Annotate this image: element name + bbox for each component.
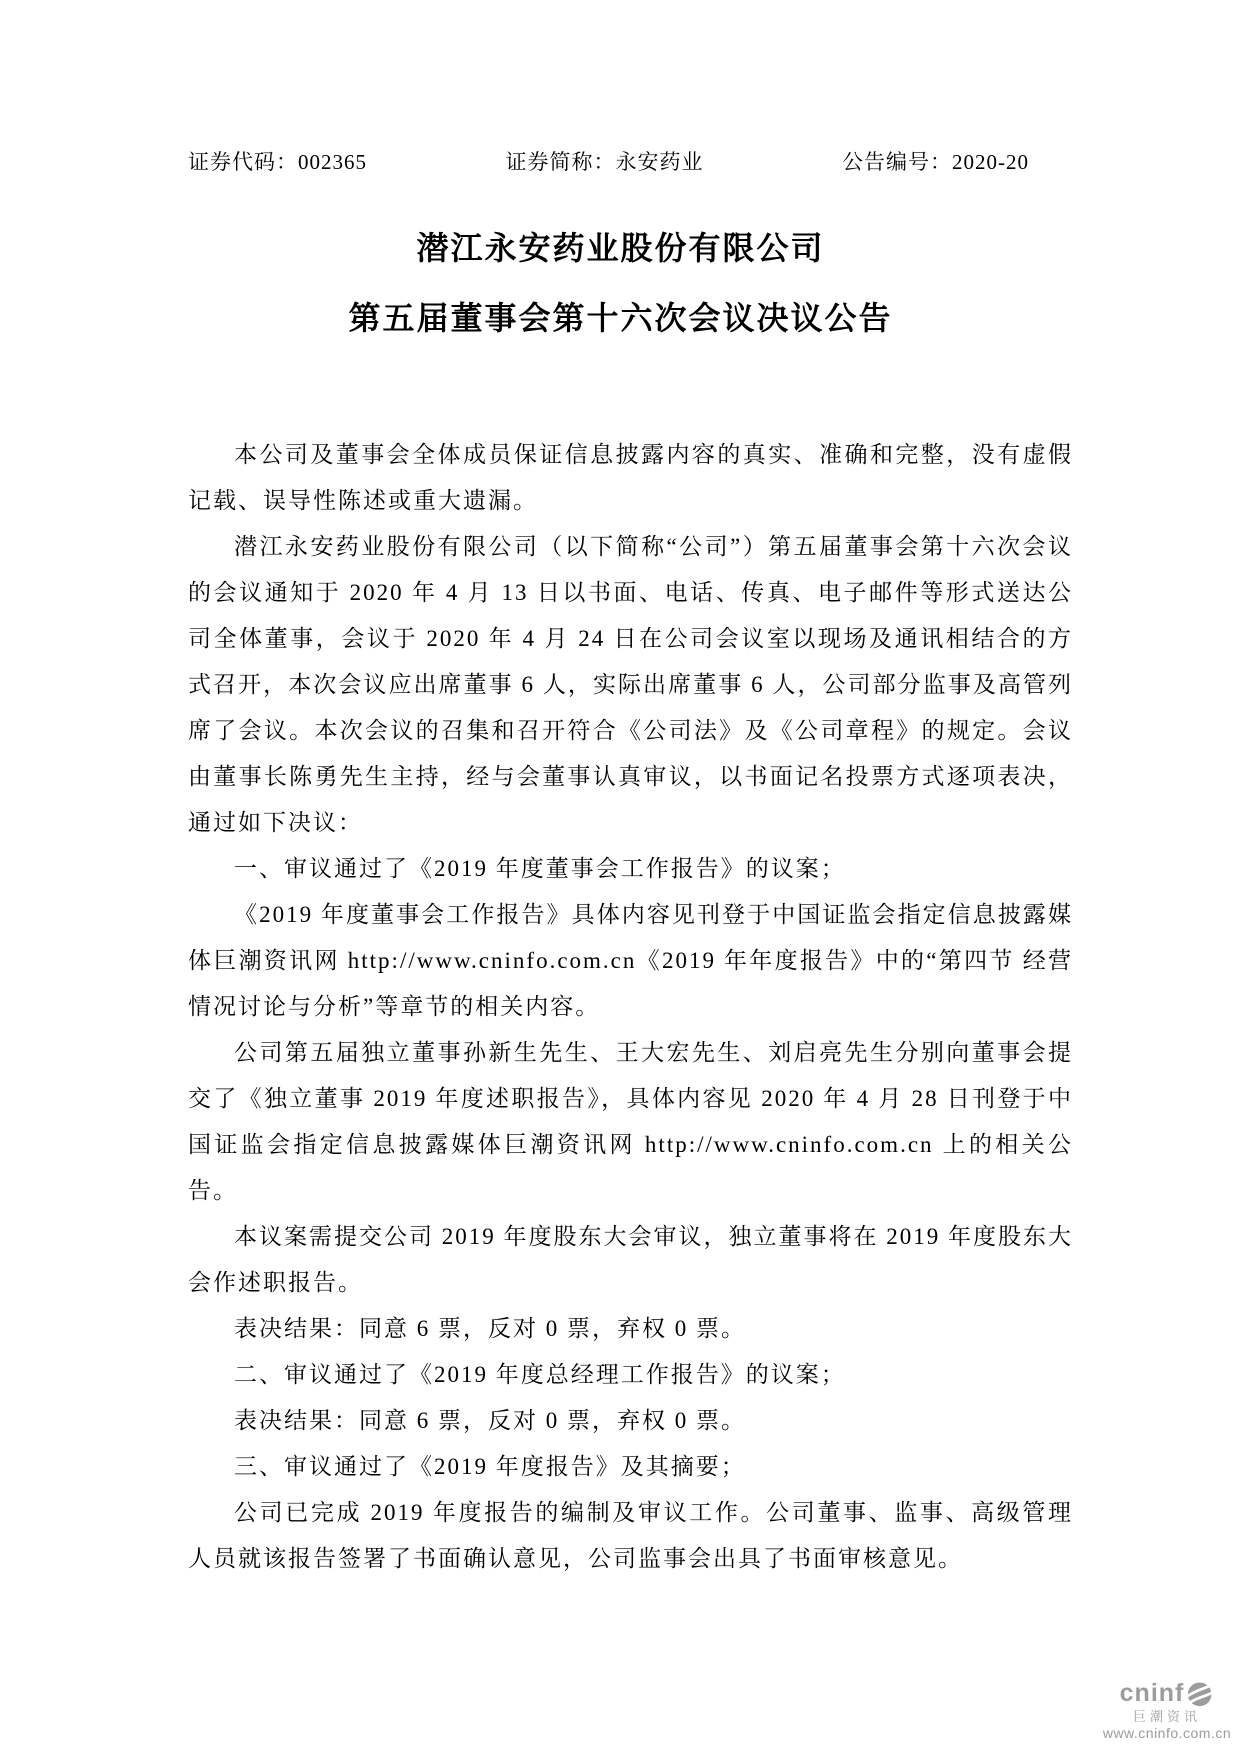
item-3-report-detail: 公司已完成 2019 年度报告的编制及审议工作。公司董事、监事、高级管理人员就该报告签署了书面确认意见，公司监事会出具了书面审核意见。 bbox=[188, 1500, 1073, 1571]
item-1-heading: 一、审议通过了《2019 年度董事会工作报告》的议案； bbox=[234, 856, 846, 881]
cninfo-url: www.cninfo.com.cn bbox=[1102, 1725, 1232, 1741]
item-2-vote-result: 表决结果：同意 6 票，反对 0 票，弃权 0 票。 bbox=[234, 1408, 746, 1433]
title-block bbox=[0, 226, 1241, 340]
item-1-independent-directors: 公司第五届独立董事孙新生先生、王大宏先生、刘启亮先生分别向董事会提交了《独立董事 2019 年度述职报告》，具体内容见 2020 年 4 月 28 日刊登于中国证监会指定信息披露媒体巨潮资讯网 http://www.cninfo.com.cn 上的相关公告。 bbox=[188, 1040, 1073, 1203]
company-name-title: 潜江永安药业股份有限公司 bbox=[416, 230, 825, 266]
item-1-submission-note: 本议案需提交公司 2019 年度股东大会审议，独立董事将在 2019 年度股东大会作述职报告。 bbox=[188, 1224, 1073, 1295]
meeting-resolution-title: 第五届董事会第十六次会议决议公告 bbox=[348, 300, 893, 336]
meeting-notice-paragraph: 潜江永安药业股份有限公司（以下简称“公司”）第五届董事会第十六次会议的会议通知于 2020 年 4 月 13 日以书面、电话、传真、电子邮件等形式送达公司全体董事，会议于 2020 年 4 月 24 日在公司会议室以现场及通讯相结合的方式召开，本次会议应出席董事 6 人，实际出席董事 6 人，公司部分监事及高管列席了会议。本次会议的召集和召开符合《公司法》及《公司章程》的规定。会议由董事长陈勇先生主持，经与会董事认真审议，以书面记名投票方式逐项表决，通过如下决议： bbox=[188, 534, 1073, 835]
cninfo-brand-row bbox=[1101, 1680, 1233, 1707]
item-1-vote-result: 表决结果：同意 6 票，反对 0 票，弃权 0 票。 bbox=[234, 1316, 746, 1341]
item-1-report-detail: 《2019 年度董事会工作报告》具体内容见刊登于中国证监会指定信息披露媒体巨潮资讯网 http://www.cninfo.com.cn《2019 年年度报告》中的“第四节 经营情况讨论与分析”等章节的相关内容。 bbox=[188, 902, 1073, 1019]
stock-code: 证券代码：002365 bbox=[188, 150, 367, 174]
announcement-number: 公告编号：2020-20 bbox=[842, 150, 1029, 174]
disclaimer-paragraph: 本公司及董事会全体成员保证信息披露内容的真实、准确和完整，没有虚假记载、误导性陈述或重大遗漏。 bbox=[188, 442, 1073, 513]
stock-short-name: 证券简称：永安药业 bbox=[505, 150, 704, 174]
item-2-heading: 二、审议通过了《2019 年度总经理工作报告》的议案； bbox=[234, 1362, 846, 1387]
item-3-heading: 三、审议通过了《2019 年度报告》及其摘要； bbox=[234, 1454, 746, 1479]
cninfo-chinese-name: 巨潮资讯 bbox=[1132, 1709, 1201, 1724]
cninfo-brand-text: cninf bbox=[1119, 1679, 1185, 1707]
document-body bbox=[188, 432, 1073, 1582]
document-header-row bbox=[0, 0, 1241, 174]
cninfo-globe-icon bbox=[1187, 1680, 1214, 1707]
cninfo-watermark bbox=[1101, 1680, 1233, 1740]
